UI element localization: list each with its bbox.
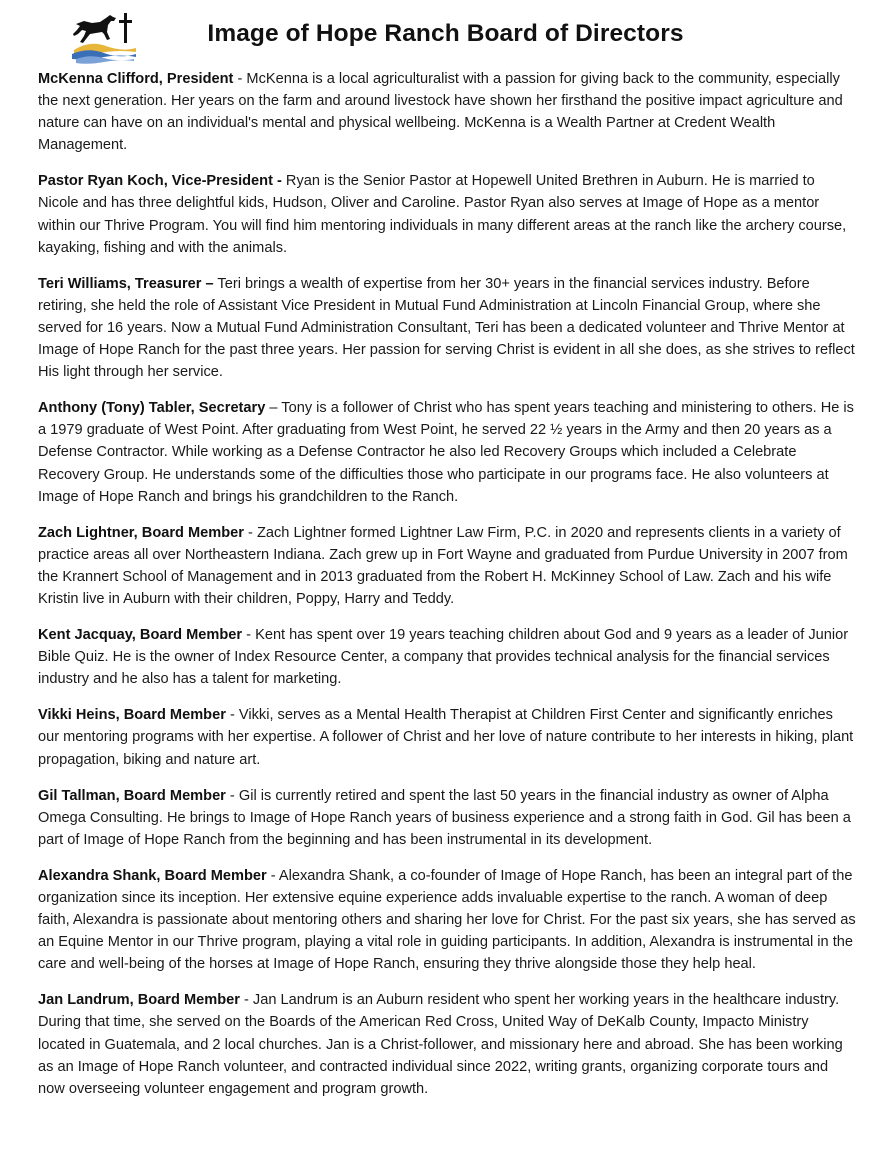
bio-entry (38, 522, 856, 610)
bio-text: Kent has spent over 19 years teaching children about God and 9 years as a leader of Junior Bible Quiz. He is the owner of Index Resource Center, a company that provides technical analysis for the financial services industry and he also has a talent for marketing. (38, 627, 849, 688)
bio-text: Zach Lightner formed Lightner Law Firm, P.C. in 2020 and represents clients in a variety of practice areas all over Northeastern Indiana. Zach grew up in Fort Wayne and graduated from Purdue University in 2007 from the Krannert School of Management and in 2013 graduated from the Robert H. McKinney School of Law. Zach and his wife Kristin live in Auburn with their children, Poppy, Harry and Teddy. (38, 524, 848, 607)
bio-entry (38, 785, 856, 851)
bio-separator: - (225, 707, 239, 724)
bio-entry (38, 624, 856, 690)
bio-text: Vikki, serves as a Mental Health Therapist at Children First Center and significantly enriches our mentoring programs with her expertise. A follower of Christ and her love of nature contribute to her interests in hiking, plant propagation, biking and nature art. (38, 707, 854, 768)
bio-name: Teri Williams, Treasurer – (38, 275, 214, 292)
bio-entry (38, 865, 856, 975)
bio-name: Gil Tallman, Board Member (38, 787, 226, 804)
page-title: Image of Hope Ranch Board of Directors (207, 20, 684, 47)
bio-separator: – (265, 400, 282, 417)
bio-separator: - (239, 992, 253, 1009)
bio-name: Zach Lightner, Board Member (38, 524, 244, 541)
bio-entry (38, 397, 856, 507)
bio-text: McKenna is a local agriculturalist with a passion for giving back to the community, especially the next generation. Her years on the farm and around livestock have shown her firsthand the positive impact agriculture and nature can have on an individual's mental and physical wellbeing. McKenna is a Wealth Partner at Credent Wealth Management. (38, 71, 843, 154)
bio-separator: - (233, 71, 247, 87)
bio-separator: - (242, 627, 256, 644)
bio-text: Gil is currently retired and spent the last 50 years in the financial industry as owner of Alpha Omega Consulting. He brings to Image of Hope Ranch years of business experience and a strong faith in God. Gil has been a part of Image of Hope Ranch from the beginning and has been instrumental in its development. (38, 787, 851, 848)
bio-name: Vikki Heins, Board Member (38, 707, 226, 724)
bio-text: Tony is a follower of Christ who has spent years teaching and ministering to others. He is a 1979 graduate of West Point. After graduating from West Point, he served 22 ½ years in the Army and then 20 years as a Defense Contractor. While working as a Defense Contractor he also led Recovery Groups which included a Celebrate Recovery Group. He understands some of the difficulties those who participate in our programs face. He also volunteers at Image of Hope Ranch and brings his grandchildren to the Ranch. (38, 400, 854, 505)
bio-text: Teri brings a wealth of expertise from her 30+ years in the financial services industry. Before retiring, she held the role of Assistant Vice President in Mutual Fund Administration at Lincoln Financial Group, where she served for 16 years. Now a Mutual Fund Administration Consultant, Teri has been a dedicated volunteer and Thrive Mentor at Image of Hope Ranch for the past three years. Her passion for serving Christ is evident in all she does, as she strives to reflect His light through her service. (38, 275, 855, 381)
bio-entry (38, 170, 856, 258)
bio-name: McKenna Clifford, President (38, 71, 234, 87)
document-header (0, 6, 891, 64)
bio-entry (38, 989, 856, 1099)
bio-entry (38, 704, 856, 770)
bio-entry (38, 273, 856, 383)
bio-name: Kent Jacquay, Board Member (38, 627, 243, 644)
bio-separator: - (243, 524, 257, 541)
bio-name: Pastor Ryan Koch, Vice-President - (38, 173, 282, 190)
board-bios-list (38, 68, 856, 1114)
bio-name: Jan Landrum, Board Member (38, 992, 240, 1009)
bio-text: Alexandra Shank, a co-founder of Image of Hope Ranch, has been an integral part of the organization since its inception. Her extensive equine experience adds invaluable expertise to the ranch. A woman of deep faith, Alexandra is passionate about mentoring others and sharing her love for Christ. For the past six years, she has served as an Equine Mentor in our Thrive program, playing a vital role in guiding participants. In addition, Alexandra is instrumental in the care and well-being of the horses at Image of Hope Ranch, ensuring they thrive alongside those they help heal. (38, 867, 856, 973)
bio-name: Alexandra Shank, Board Member (38, 867, 267, 884)
bio-separator: - (225, 787, 239, 804)
bio-entry (38, 68, 856, 156)
bio-name: Anthony (Tony) Tabler, Secretary (38, 400, 266, 417)
bio-text: Jan Landrum is an Auburn resident who spent her working years in the healthcare industry. During that time, she served on the Boards of the American Red Cross, United Way of DeKalb County, Impacto Ministry located in Guatemala, and 2 local churches. Jan is a Christ-follower, and missionary here and abroad. She has been working as an Image of Hope Ranch volunteer, and contracted individual since 2022, writing grants, organizing corporate tours and now overseeing volunteer engagement and program growth. (38, 992, 843, 1097)
bio-separator: - (266, 867, 279, 884)
bio-text: Ryan is the Senior Pastor at Hopewell United Brethren in Auburn. He is married to Nicole and has three delightful kids, Hudson, Oliver and Caroline. Pastor Ryan also serves at Image of Hope as a mentor within our Thrive Program. You will find him mentoring individuals in many different areas at the ranch like the archery course, kayaking, fishing and with the animals. (38, 173, 847, 256)
